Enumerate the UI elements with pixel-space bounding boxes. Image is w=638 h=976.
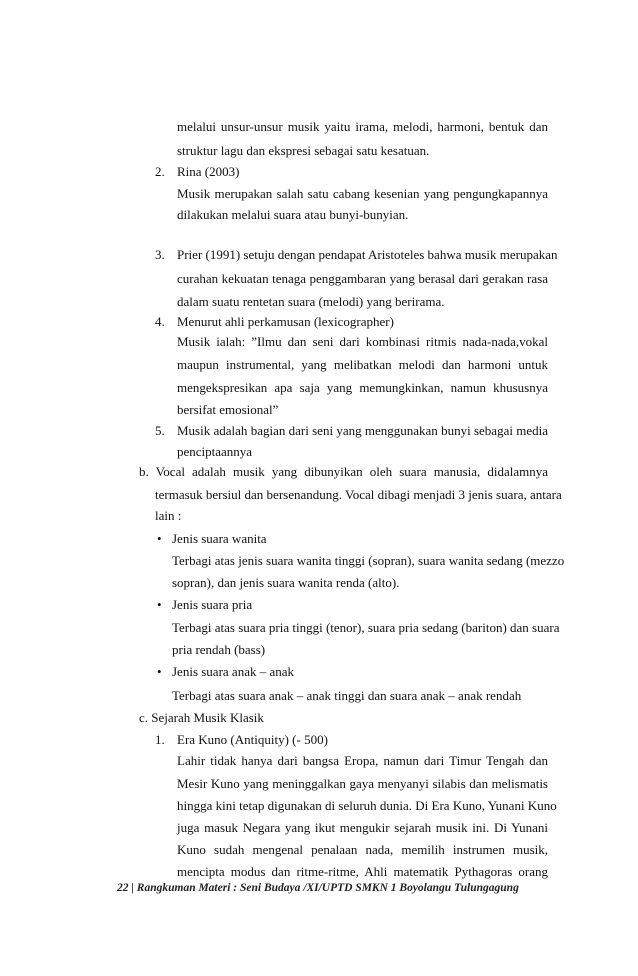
bullet: • [157, 597, 162, 612]
list-number: 1. [155, 732, 165, 747]
list-number: 2. [155, 164, 165, 179]
text-line: Mesir Kuno yang meninggalkan gaya menyanyi silabis dan melismatis [177, 776, 548, 791]
text-line: melalui unsur-unsur musik yaitu irama, melodi, harmoni, bentuk dan [177, 119, 548, 134]
text-line: termasuk bersiul dan bersenandung. Vocal dibagi menjadi 3 jenis suara, antara [155, 487, 562, 502]
section-c-heading: c. Sejarah Musik Klasik [139, 710, 264, 725]
text-line: Prier (1991) setuju dengan pendapat Aristoteles bahwa musik merupakan [177, 247, 558, 262]
text-line: mencipta modus dan ritme-ritme, Ahli matematik Pythagoras orang [177, 864, 548, 879]
text-line: curahan kekuatan tenaga penggambaran yang berasal dari gerakan rasa [177, 271, 548, 286]
bullet-heading: Jenis suara anak – anak [172, 664, 295, 679]
text-line: Musik adalah bagian dari seni yang menggunakan bunyi sebagai media [177, 423, 548, 438]
list-number: 4. [155, 314, 165, 329]
text-line: penciptaannya [177, 444, 253, 459]
text-line: lain : [155, 508, 182, 523]
text-line: dilakukan melalui suara atau bunyi-bunyian. [177, 207, 409, 222]
text-line: Terbagi atas jenis suara wanita tinggi (sopran), suara wanita sedang (mezzo [172, 553, 565, 568]
text-line: hingga kini tetap digunakan di seluruh dunia. Di Era Kuno, Yunani Kuno [177, 798, 557, 813]
text-line: bersifat emosional” [177, 402, 279, 417]
list-item-heading: Rina (2003) [177, 164, 240, 179]
list-number: 5. [155, 423, 165, 438]
text-line: Musik ialah: ”Ilmu dan seni dari kombinasi ritmis nada-nada,vokal [177, 334, 548, 349]
bullet-heading: Jenis suara wanita [172, 531, 267, 546]
text-line: juga masuk Negara yang ikut mengukir sejarah musik ini. Di Yunani [177, 820, 548, 835]
text-line: mengekspresikan apa saja yang memungkinkan, namun khususnya [177, 380, 548, 395]
section-b-line: b. Vocal adalah musik yang dibunyikan oleh suara manusia, didalamnya [139, 464, 548, 479]
bullet: • [157, 664, 162, 679]
list-item-heading: Menurut ahli perkamusan (lexicographer) [177, 314, 394, 329]
text-line: Terbagi atas suara pria tinggi (tenor), suara pria sedang (bariton) dan suara [172, 620, 560, 635]
list-item-heading: Era Kuno (Antiquity) (- 500) [177, 732, 328, 747]
text-line: maupun instrumental, yang melibatkan melodi dan harmoni untuk [177, 357, 548, 372]
text-line: Musik merupakan salah satu cabang kesenian yang pengungkapannya [177, 186, 548, 201]
list-number: 3. [155, 247, 165, 262]
bullet: • [157, 531, 162, 546]
text-line: Terbagi atas suara anak – anak tinggi dan suara anak – anak rendah [172, 688, 522, 703]
page-footer: 22 | Rangkuman Materi : Seni Budaya /XI/UPTD SMKN 1 Boyolangu Tulungagung [117, 882, 519, 894]
text-line: dalam suatu rentetan suara (melodi) yang berirama. [177, 294, 445, 309]
text-line: Kuno sudah mengenal penalaan nada, memilih instrumen musik, [177, 842, 548, 857]
text-line: pria rendah (bass) [172, 642, 266, 657]
text-line: struktur lagu dan ekspresi sebagai satu kesatuan. [177, 143, 430, 158]
bullet-heading: Jenis suara pria [172, 597, 253, 612]
text-line: sopran), dan jenis suara wanita renda (alto). [172, 575, 400, 590]
text-line: Lahir tidak hanya dari bangsa Eropa, namun dari Timur Tengah dan [177, 753, 548, 768]
